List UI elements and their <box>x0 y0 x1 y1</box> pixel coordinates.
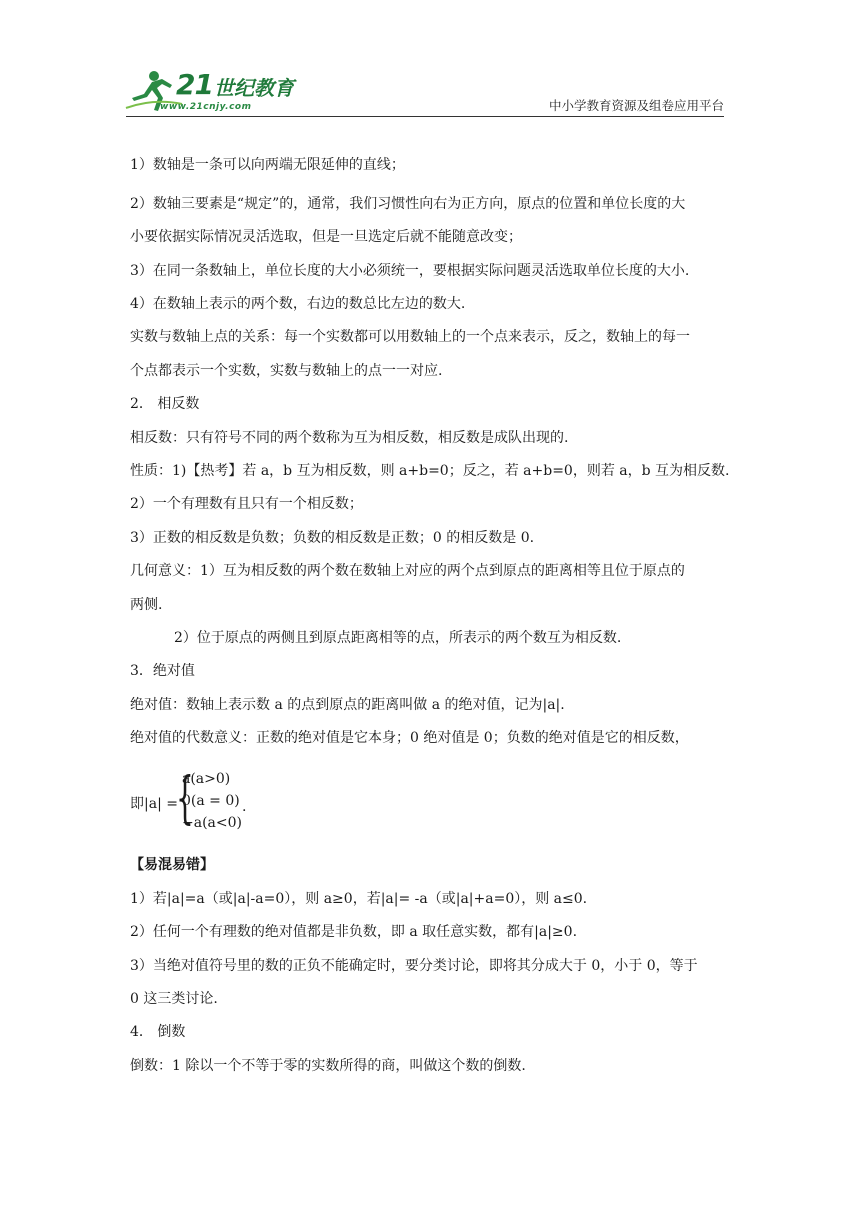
formula-case: −a(a<0) <box>182 815 242 831</box>
section-heading: 2． 相反数 <box>130 396 200 412</box>
formula-case: 0(a = 0) <box>182 793 240 809</box>
text-line: 3）当绝对值符号里的数的正负不能确定时，要分类讨论，即将其分成大于 0，小于 0，等于 <box>130 958 698 974</box>
text-line: 2）一个有理数有且只有一个相反数； <box>130 496 363 512</box>
page-header <box>0 0 860 120</box>
text-line: 0 这三类讨论. <box>130 991 218 1007</box>
text-line: 2）数轴三要素是“规定”的，通常，我们习惯性向右为正方向，原点的位置和单位长度的大 <box>130 196 686 212</box>
text-line: 绝对值的代数意义：正数的绝对值是它本身；0 绝对值是 0；负数的绝对值是它的相反数， <box>130 730 689 746</box>
section-heading: 4． 倒数 <box>130 1024 186 1040</box>
text-line: 实数与数轴上点的关系：每一个实数都可以用数轴上的一个点来表示，反之，数轴上的每一 <box>130 329 690 345</box>
logo-url: www.21cnjy.com <box>160 102 252 112</box>
text-line: 两侧. <box>130 597 163 613</box>
text-line: 1）数轴是一条可以向两端无限延伸的直线； <box>130 157 405 173</box>
text-line: 几何意义：1）互为相反数的两个数在数轴上对应的两个点到原点的距离相等且位于原点的 <box>130 563 685 579</box>
text-line: 相反数：只有符号不同的两个数称为互为相反数，相反数是成队出现的. <box>130 430 569 446</box>
text-line: 2）任何一个有理数的绝对值都是非负数，即 a 取任意实数，都有|a|≥0. <box>130 924 578 940</box>
platform-title: 中小学教育资源及组卷应用平台 <box>548 98 724 113</box>
text-line: 绝对值：数轴上表示数 a 的点到原点的距离叫做 a 的绝对值，记为|a|. <box>130 697 565 713</box>
text-line: 2）位于原点的两侧且到原点距离相等的点，所表示的两个数互为相反数. <box>174 630 622 646</box>
logo-number: 21 <box>176 68 213 101</box>
formula-prefix: 即|a| = <box>130 796 178 812</box>
logo <box>124 68 294 120</box>
absolute-value-formula <box>130 767 330 837</box>
text-line: 1）若|a|=a（或|a|-a=0），则 a≥0，若|a|= -a（或|a|+a=0），则 a≤0. <box>130 891 588 907</box>
text-line: 个点都表示一个实数，实数与数轴上的点一一对应. <box>130 363 443 379</box>
header-divider <box>126 116 724 117</box>
text-line: 4）在数轴上表示的两个数，右边的数总比左边的数大. <box>130 296 466 312</box>
formula-end: . <box>242 799 247 815</box>
section-heading: 【易混易错】 <box>130 857 214 873</box>
logo-text: 世纪教育 <box>214 76 294 100</box>
text-line: 倒数：1 除以一个不等于零的实数所得的商，叫做这个数的倒数. <box>130 1058 526 1074</box>
text-line: 性质：1)【热考】若 a，b 互为相反数，则 a+b=0；反之，若 a+b=0，则若 a，b 互为相反数. <box>130 463 730 479</box>
formula-case: a(a>0) <box>182 771 231 787</box>
text-line: 3）正数的相反数是负数；负数的相反数是正数；0 的相反数是 0. <box>130 530 535 546</box>
text-line: 3）在同一条数轴上，单位长度的大小必须统一，要根据实际问题灵活选取单位长度的大小. <box>130 263 690 279</box>
brace-icon: { <box>176 766 194 831</box>
text-line: 小要依据实际情况灵活选取，但是一旦选定后就不能随意改变； <box>130 229 522 245</box>
section-heading: 3．绝对值 <box>130 663 195 679</box>
